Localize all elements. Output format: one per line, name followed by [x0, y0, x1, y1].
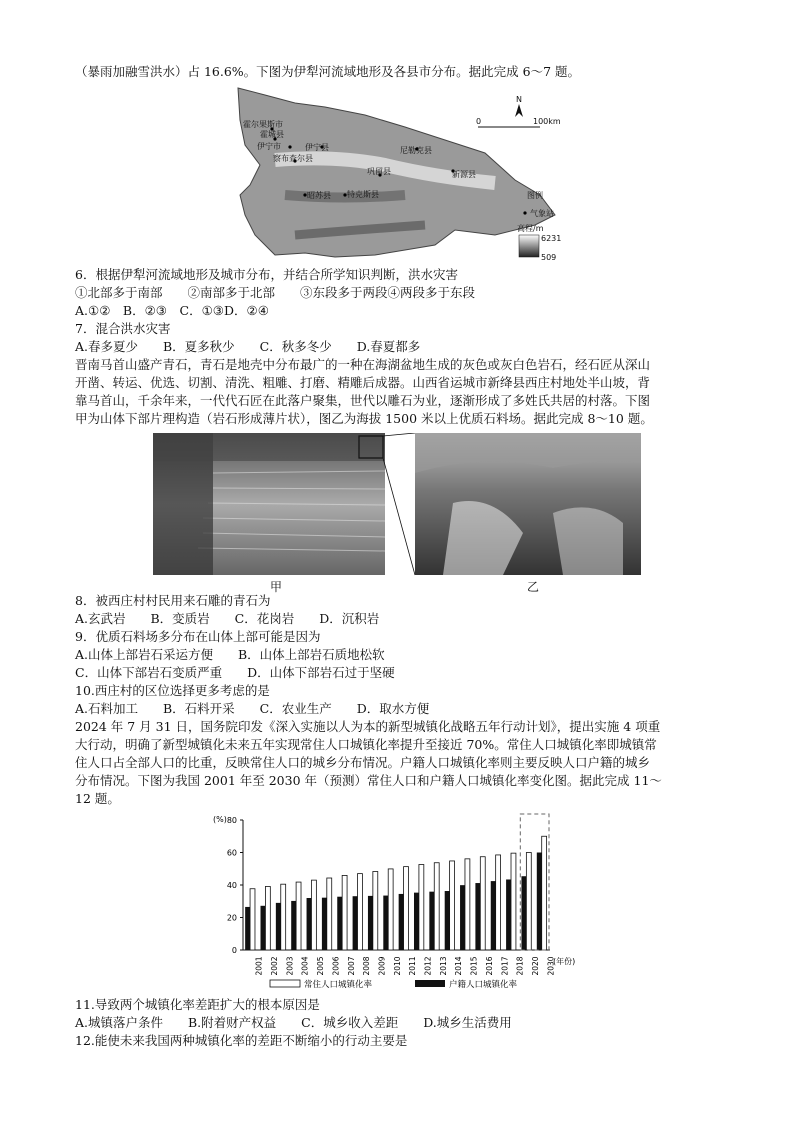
bar-resident: [465, 859, 470, 950]
bar-resident: [434, 863, 439, 950]
bar-registered: [445, 891, 450, 950]
photo-label-yi: 乙: [527, 580, 540, 594]
bar-resident: [281, 884, 286, 950]
bar-resident: [511, 853, 516, 950]
city-label: 察布查尔县: [273, 154, 313, 163]
q11-answers: A.城镇落户条件 B.附着财产权益 C．城乡收入差距 D.城乡生活费用: [75, 1015, 512, 1030]
bar-resident: [311, 880, 316, 950]
legend-label-resident: 常住人口城镇化率: [304, 980, 373, 990]
legend-swatch-registered: [415, 980, 445, 987]
q8-answers: A.玄武岩 B．变质岩 C．花岗岩 D．沉积岩: [75, 611, 380, 626]
q7-answers: A.春多夏少 B．夏多秋少 C．秋多冬少 D.春夏都多: [75, 339, 421, 354]
x-tick-label: 2008: [362, 956, 372, 976]
q9-options: A.山体上部岩石采运方便 B．山体上部岩石质地松软: [75, 647, 385, 662]
x-tick-label: 2012: [423, 956, 433, 976]
x-tick-label: 2015: [469, 956, 479, 976]
x-tick-label: 2017: [500, 956, 510, 976]
bar-registered: [506, 879, 511, 950]
question-12: 12.能使未来我国两种城镇化率的差距不断缩小的行动主要是: [75, 1033, 408, 1048]
x-axis-label: (年份): [553, 957, 576, 966]
question-6: 6．根据伊犁河流域地形及城市分布，并结合所学知识判断，洪水灾害: [75, 267, 458, 282]
bar-resident: [480, 857, 485, 950]
city-label: 巩留县: [367, 167, 391, 176]
bar-resident: [296, 882, 301, 950]
passage-2: 甲为山体下部片理构造（岩石形成薄片状），图乙为海拔 1500 米以上优质石料场。据此完成 8～10 题。: [75, 411, 653, 426]
bar-resident: [327, 878, 332, 950]
bar-resident: [388, 869, 393, 950]
city-label: 霍尔果斯市: [243, 120, 283, 129]
y-axis-label: (%): [213, 815, 227, 824]
bar-registered: [337, 897, 342, 950]
bar-resident: [419, 865, 424, 950]
q6-options: ①北部多于南部 ②南部多于北部 ③东段多于两段④两段多于东段: [75, 285, 476, 300]
bar-registered: [245, 907, 250, 950]
station-icon: [523, 211, 526, 214]
bar-registered: [429, 892, 434, 950]
passage-3: 大行动，明确了新型城镇化未来五年实现常住人口城镇化率提升至接近 70%。常住人口城镇化率即城镇常: [75, 737, 657, 752]
bar-registered: [260, 906, 265, 950]
passage-3: 分布情况。下图为我国 2001 年至 2030 年（预测）常住人口和户籍人口城镇化率变化图。据此完成 11～: [75, 773, 662, 788]
x-tick-label: 2011: [408, 956, 418, 976]
question-7: 7．混合洪水灾害: [75, 321, 171, 336]
question-10: 10.西庄村的区位选择更多考虑的是: [75, 683, 270, 698]
scale-end: 100km: [533, 117, 561, 126]
passage-3: 2024 年 7 月 31 日，国务院印发《深入实施以人为本的新型城镇化战略五年行动计划》，提出实施 4 项重: [75, 719, 661, 734]
bar-registered: [460, 885, 465, 950]
city-label: 伊宁县: [305, 143, 329, 152]
x-tick-label: 2005: [316, 956, 326, 976]
bar-registered: [276, 903, 281, 950]
question-11: 11.导致两个城镇化率差距扩大的根本原因是: [75, 997, 320, 1012]
bar-resident: [450, 861, 455, 950]
city-label: 伊宁市: [257, 142, 281, 151]
photo-pair: [153, 433, 641, 578]
q10-answers: A.石料加工 B．石料开采 C．农业生产 D．取水方便: [75, 701, 430, 716]
x-tick-label: 2002: [270, 956, 280, 976]
elev-min: 509: [541, 253, 557, 262]
x-tick-label: 2030: [546, 956, 556, 976]
bar-registered: [307, 898, 312, 950]
x-tick-label: 2007: [346, 956, 356, 976]
x-tick-label: 2003: [285, 956, 295, 976]
city-label: 昭苏县: [307, 191, 331, 200]
y-tick-label: 60: [226, 848, 237, 858]
city-label: 霍城县: [260, 130, 284, 139]
yili-basin-map: [235, 85, 565, 265]
passage-2: 开凿、转运、优选、切割、清洗、粗雕、打磨、精雕后成器。山西省运城市新绛县西庄村地处半山坡，背: [75, 375, 651, 390]
x-tick-label: 2001: [254, 956, 264, 976]
bar-resident: [265, 886, 270, 950]
passage-3: 住人口占全部人口的比重，反映常住人口的城乡分布情况。户籍人口城镇化率则主要反映人口户籍的城乡: [75, 755, 651, 770]
north-label: N: [516, 95, 522, 104]
bar-registered: [521, 876, 526, 950]
bar-registered: [322, 898, 327, 950]
bar-resident: [542, 836, 547, 950]
legend-swatch-resident: [270, 980, 300, 987]
y-tick-label: 40: [226, 881, 237, 890]
city-label: 尼勒克县: [400, 146, 432, 155]
photo-label-jia: 甲: [270, 580, 283, 594]
x-tick-label: 2009: [377, 956, 387, 976]
question-9: 9．优质石料场多分布在山体上部可能是因为: [75, 629, 321, 644]
legend-label-registered: 户籍人口城镇化率: [449, 980, 518, 990]
passage-2: 靠马首山，千余年来，一代代石匠在此落户聚集，世代以雕石为业，逐渐形成了多姓氏共居的村落。下图: [75, 393, 651, 408]
bar-registered: [475, 883, 480, 950]
scale-zero: 0: [476, 117, 482, 126]
bar-resident: [404, 867, 409, 950]
x-tick-label: 2020: [530, 956, 540, 976]
y-tick-label: 20: [226, 913, 237, 923]
passage-2: 晋南马首山盛产青石，青石是地壳中分布最广的一种在海湖盆地生成的灰色或灰白色岩石，经石匠从深山: [75, 357, 651, 372]
x-tick-label: 2014: [454, 956, 464, 976]
bar-registered: [399, 894, 404, 950]
bar-resident: [250, 889, 255, 950]
passage-3: 12 题。: [75, 791, 120, 806]
bar-registered: [414, 893, 419, 950]
x-tick-label: 2004: [300, 956, 310, 976]
bar-registered: [491, 881, 496, 950]
bar-resident: [358, 874, 363, 950]
q9-options: C．山体下部岩石变质严重 D．山体下部岩石过于坚硬: [75, 665, 395, 680]
x-tick-label: 2018: [515, 956, 525, 976]
city-label: 特克斯县: [347, 190, 379, 199]
bar-registered: [383, 896, 388, 950]
bar-registered: [353, 896, 358, 950]
bar-resident: [496, 855, 501, 950]
legend-station: 气象站: [530, 209, 554, 218]
bar-resident: [526, 853, 531, 951]
x-tick-label: 2016: [484, 956, 494, 976]
bar-registered: [368, 896, 373, 950]
bar-registered: [291, 901, 296, 950]
legend-elevation: 高程/m: [517, 224, 544, 233]
bar-resident: [342, 875, 347, 950]
bar-resident: [373, 872, 378, 950]
x-tick-label: 2010: [392, 956, 402, 976]
question-8: 8．被西庄村村民用来石雕的青石为: [75, 593, 271, 608]
city-label: 新源县: [452, 170, 476, 179]
x-tick-label: 2013: [438, 956, 448, 976]
urbanization-chart: [205, 810, 615, 992]
elevation-ramp: [519, 235, 539, 257]
legend-title: 图例: [527, 191, 543, 200]
x-tick-label: 2006: [331, 956, 341, 976]
y-tick-label: 80: [226, 816, 237, 825]
elev-max: 6231: [541, 234, 562, 243]
y-tick-label: 0: [231, 946, 237, 955]
bar-registered: [537, 853, 542, 951]
q6-answers: A.①② B．②③ C．①③D．②④: [75, 303, 269, 318]
intro-line: （暴雨加融雪洪水）占 16.6%。下图为伊犁河流域地形及各县市分布。据此完成 6～7 题。: [75, 64, 581, 79]
